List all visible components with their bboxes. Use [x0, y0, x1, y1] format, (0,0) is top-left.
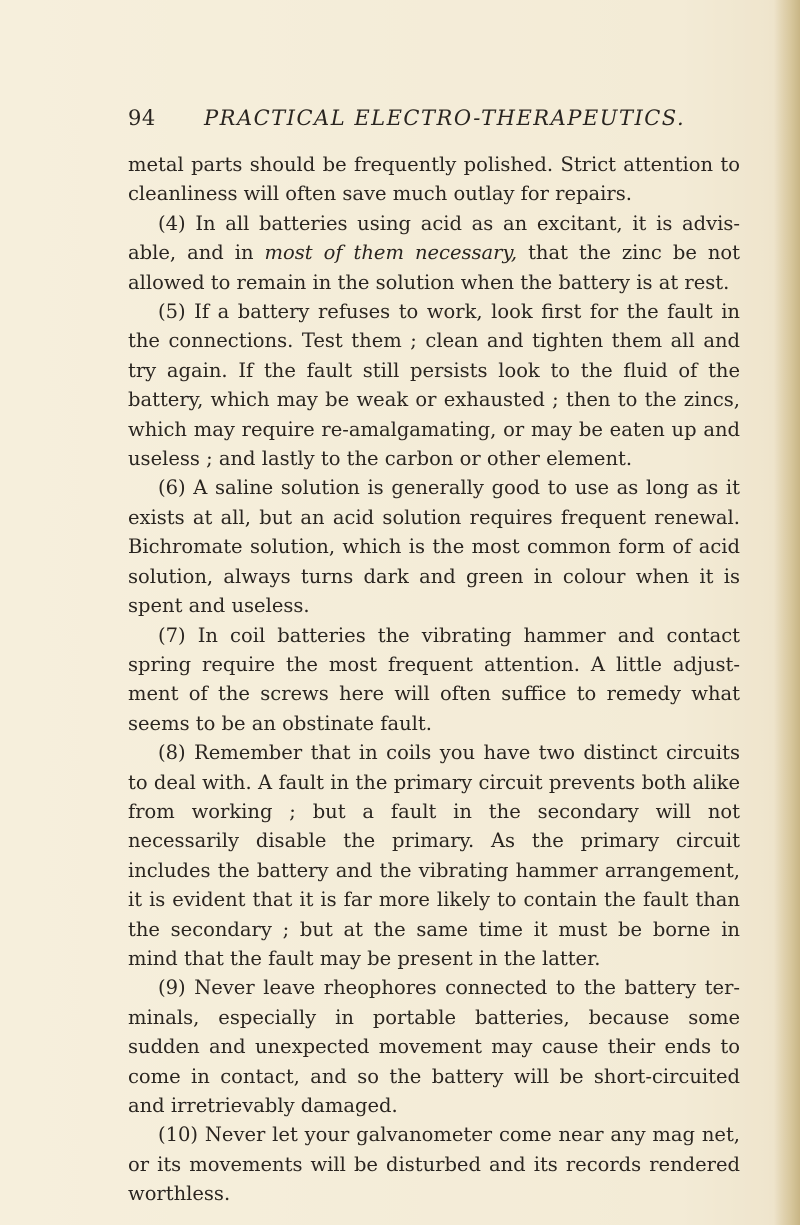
- paragraph-item-4: [128, 209, 740, 297]
- paragraph-item-6: (6) A saline solution is generally good to use as long as it exists at all, but an acid solution requires frequent renewal. Bichromate solution, which is the most common form of acid solution, always turns dark and green in colour when it is spent and useless.: [128, 476, 740, 618]
- page-header: [128, 106, 748, 136]
- page-number: 94: [128, 106, 156, 130]
- body-text: [128, 150, 740, 1209]
- paragraph-item-10: (10) Never let your galvanometer come near any mag net, or its movements will be disturbed and its records rendered worthless.: [128, 1123, 740, 1206]
- paragraph-item-4-pre: (4) In all batteries using acid as an excitant, it is advisable, and in: [128, 211, 740, 265]
- paragraph-item-8: (8) Remember that in coils you have two distinct circuits to deal with. A fault in the primary circuit prevents both alike from working ; but a fault in the secondary will not necessarily disable the primary. As the primary circuit includes the battery and the vibrating hammer arrangement, it is evident that it is far more likely to contain the fault than the secondary ; but at the same time it must be borne in mind that the fault may be present in the latter.: [128, 741, 740, 970]
- page-edge-shadow: [774, 0, 800, 1225]
- paragraph-item-7: (7) In coil batteries the vibrating hammer and contact spring require the most frequent attention. A little adjustment of the screws here will often suffice to remedy what seems to be an obstinate fault.: [128, 623, 740, 735]
- paragraph-item-9: (9) Never leave rheophores connected to the battery terminals, especially in portable batteries, because some sudden and unexpected movement may cause their ends to come in contact, and so the battery will be short-circuited and irretrievably damaged.: [128, 976, 740, 1117]
- paragraph-item-4-post: that the zinc be not allowed to remain in the solution when the battery is at rest.: [128, 241, 740, 294]
- paragraph-item-4-italic: most of them necessary,: [264, 241, 518, 265]
- paragraph-continuation: metal parts should be frequently polished. Strict attention to cleanliness will often save much outlay for repairs.: [128, 153, 740, 206]
- paragraph-item-5: (5) If a battery refuses to work, look first for the fault in the connections. Test them ; clean and tighten them all and try again. If the fault still persists look to the fluid of the battery, which may be weak or exhausted ; then to the zincs, which may require re-amalgamating, or may be eaten up and useless ; and lastly to the carbon or other element.: [128, 300, 740, 471]
- running-title: PRACTICAL ELECTRO-THERAPEUTICS.: [204, 106, 686, 130]
